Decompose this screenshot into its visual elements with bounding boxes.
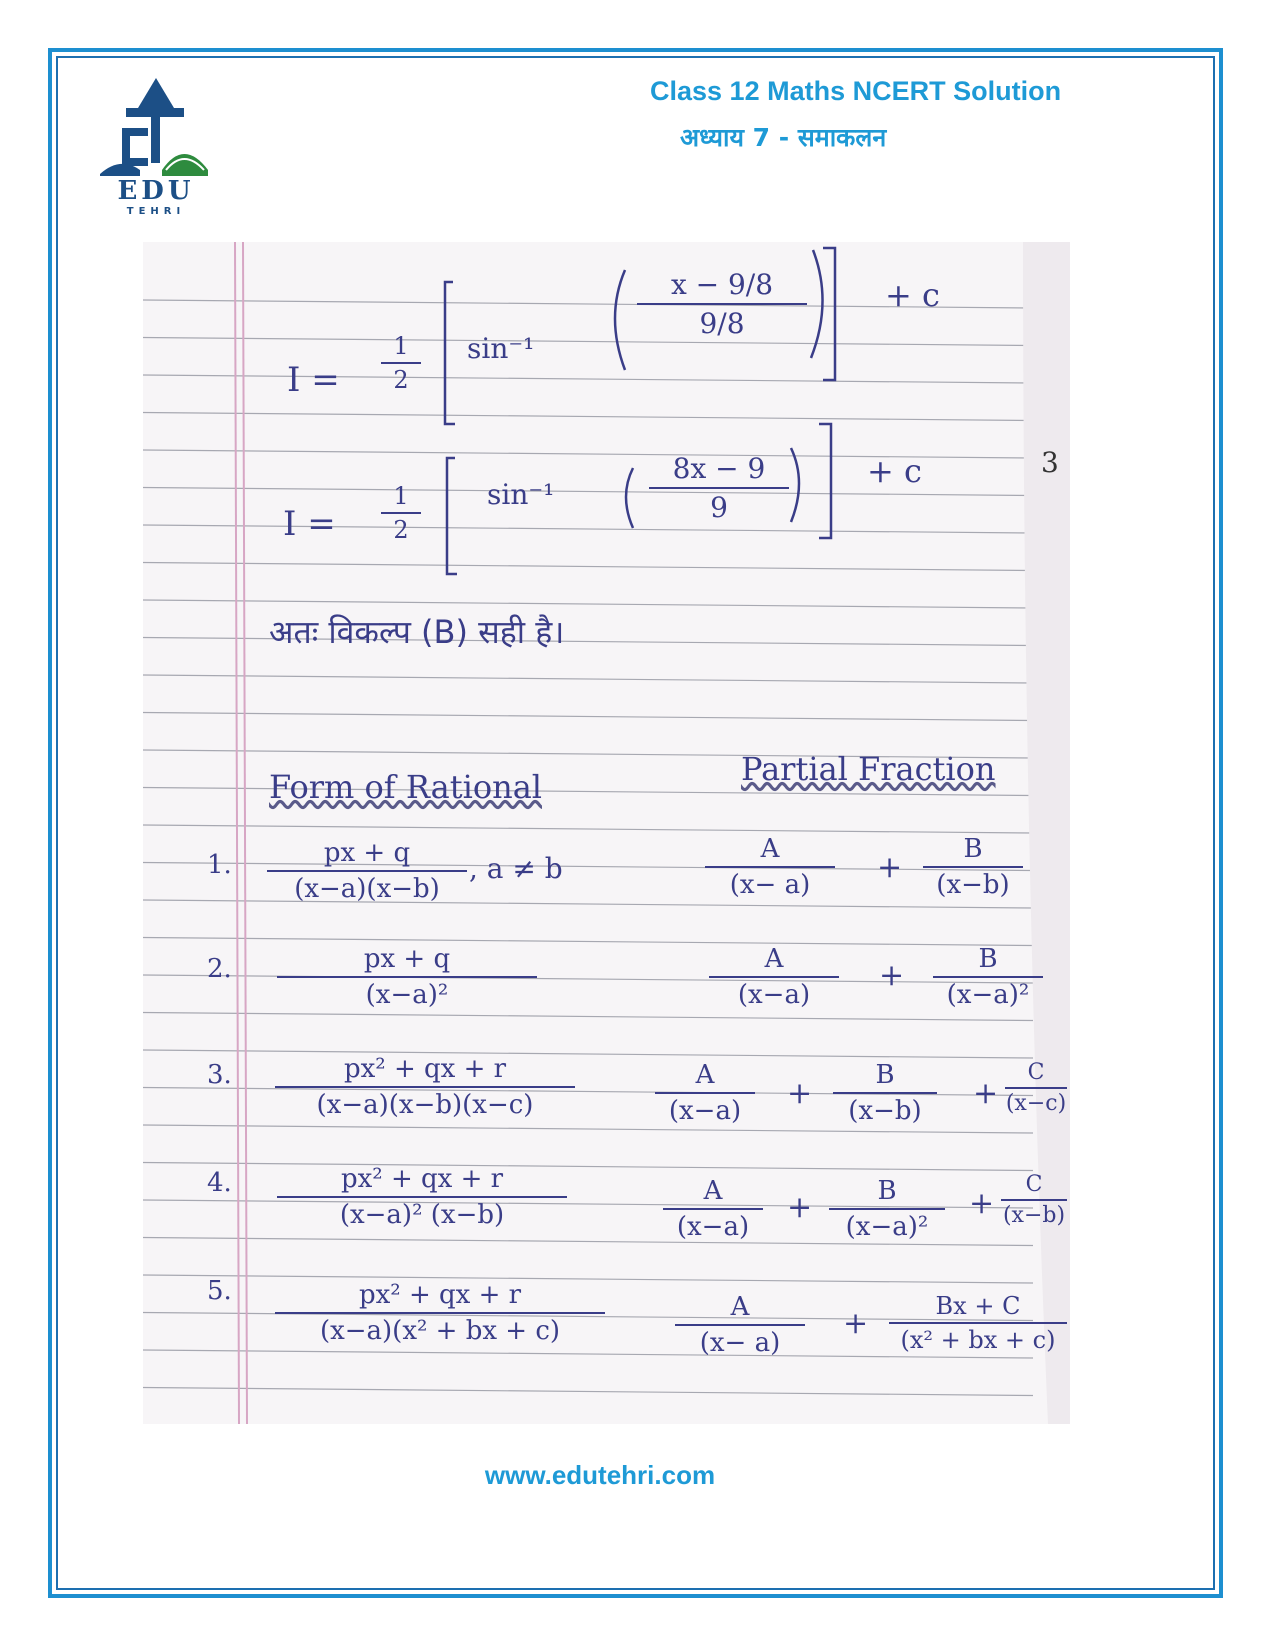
row-number: 5. xyxy=(207,1276,232,1306)
term-den: (x− a) xyxy=(699,1328,781,1358)
row-term-fraction xyxy=(933,944,1043,1010)
term-bar xyxy=(829,1208,945,1210)
row-number: 2. xyxy=(207,954,232,984)
eq2-half-bar xyxy=(381,512,421,514)
eq1-half-bar xyxy=(381,362,421,364)
term-bar xyxy=(933,976,1043,978)
eq1-half-den: 2 xyxy=(393,366,409,394)
page-title: Class 12 Maths NCERT Solution xyxy=(650,76,1062,106)
row-form-bar xyxy=(277,976,537,978)
term-den: (x−a) xyxy=(676,1212,750,1242)
logo-subtext: TEHRI xyxy=(126,206,186,217)
plus-sign: + xyxy=(879,958,905,993)
term-bar xyxy=(655,1092,755,1094)
row-term-fraction xyxy=(663,1176,763,1242)
term-num: A xyxy=(703,1176,723,1206)
ruled-line xyxy=(143,338,1033,346)
term-num: A xyxy=(760,834,780,864)
eq2-inner-den: 9 xyxy=(710,491,728,524)
row-form-den: (x−a)(x−b) xyxy=(294,874,440,904)
row-number: 3. xyxy=(207,1060,232,1090)
row-form-num: px + q xyxy=(323,838,411,868)
term-num: C xyxy=(1027,1060,1045,1085)
plus-sign: + xyxy=(787,1076,813,1111)
term-den: (x−b) xyxy=(848,1096,922,1126)
eq2-inner-num: 8x − 9 xyxy=(672,452,766,485)
row-form-num: px² + qx + r xyxy=(358,1280,522,1310)
eq1-func: sin⁻¹ xyxy=(467,332,535,365)
eq2-half-den: 2 xyxy=(393,516,409,544)
ruled-line xyxy=(143,713,1033,721)
row-term-fraction xyxy=(675,1292,805,1358)
row-term-fraction xyxy=(1005,1060,1067,1116)
term-bar xyxy=(705,866,835,868)
term-bar xyxy=(833,1092,937,1094)
term-num: A xyxy=(764,944,784,974)
eq1-half-num: 1 xyxy=(393,332,409,360)
eq2-inner-fraction xyxy=(649,452,789,524)
row-condition: , a ≠ b xyxy=(469,852,563,885)
term-bar xyxy=(675,1324,805,1326)
ruled-line xyxy=(143,1388,1033,1396)
eq2-half-num: 1 xyxy=(393,482,409,510)
eq2-inner-bar xyxy=(649,487,789,489)
row-form-fraction xyxy=(275,1054,575,1120)
term-num: Bx + C xyxy=(935,1292,1021,1320)
eq1-constant: + c xyxy=(885,276,940,314)
eq1-inner-bar xyxy=(637,303,807,305)
row-term-fraction xyxy=(923,834,1023,900)
row-form-bar xyxy=(275,1312,605,1314)
term-num: B xyxy=(963,834,983,864)
plus-sign: + xyxy=(973,1076,999,1111)
plus-sign: + xyxy=(969,1186,995,1221)
logo-wordmark: EDU xyxy=(117,176,195,206)
term-bar xyxy=(1001,1199,1067,1201)
ruled-line xyxy=(143,600,1033,608)
term-den: (x−a) xyxy=(737,980,811,1010)
row-form-fraction xyxy=(275,1280,605,1346)
ruled-line xyxy=(143,375,1033,383)
term-den: (x− a) xyxy=(729,870,811,900)
row-form-den: (x−a)(x−b)(x−c) xyxy=(316,1090,534,1120)
term-bar xyxy=(709,976,839,978)
row-form-den: (x−a)² (x−b) xyxy=(339,1200,505,1230)
eq2-constant: + c xyxy=(867,452,922,490)
ruled-line xyxy=(143,413,1033,421)
row-term-fraction xyxy=(833,1060,937,1126)
ruled-line xyxy=(143,1125,1033,1133)
term-num: B xyxy=(978,944,998,974)
row-term-fraction xyxy=(889,1292,1067,1354)
term-den: (x−a) xyxy=(668,1096,742,1126)
row-form-num: px + q xyxy=(363,944,451,974)
ruled-line xyxy=(143,563,1033,571)
ruled-line xyxy=(143,1013,1033,1021)
term-bar xyxy=(923,866,1023,868)
term-den: (x−c) xyxy=(1005,1091,1067,1116)
eq1-inner-den: 9/8 xyxy=(699,307,745,340)
plus-sign: + xyxy=(843,1306,869,1341)
term-den: (x² + bx + c) xyxy=(900,1326,1056,1354)
eq1-lhs: I = xyxy=(287,360,340,400)
term-bar xyxy=(1005,1087,1067,1089)
row-term-fraction xyxy=(705,834,835,900)
margin-digit: 3 xyxy=(1041,446,1059,479)
row-form-fraction xyxy=(267,838,467,904)
row-term-fraction xyxy=(655,1060,755,1126)
plus-sign: + xyxy=(877,850,903,885)
row-form-den: (x−a)² xyxy=(365,980,449,1010)
row-form-bar xyxy=(267,870,467,872)
row-number: 4. xyxy=(207,1168,232,1198)
eq2-half-fraction xyxy=(381,482,421,544)
eq1-inner-num: x − 9/8 xyxy=(670,268,774,301)
term-num: B xyxy=(875,1060,895,1090)
term-den: (x−a)² xyxy=(946,980,1030,1010)
plus-sign: + xyxy=(787,1190,813,1225)
row-form-fraction xyxy=(277,1164,567,1230)
notebook-ruling xyxy=(143,242,1070,1424)
row-form-bar xyxy=(275,1086,575,1088)
eq1-inner-fraction xyxy=(637,268,807,340)
eq2-func: sin⁻¹ xyxy=(487,478,555,511)
eq2-lhs: I = xyxy=(283,504,336,544)
notebook-photo xyxy=(143,242,1070,1424)
row-form-num: px² + qx + r xyxy=(343,1054,507,1084)
term-num: A xyxy=(730,1292,750,1322)
row-term-fraction xyxy=(709,944,839,1010)
row-number: 1. xyxy=(207,850,232,880)
term-den: (x−a)² xyxy=(845,1212,929,1242)
col-heading-form: Form of Rational xyxy=(269,768,542,806)
ruled-line xyxy=(143,675,1033,683)
term-bar xyxy=(663,1208,763,1210)
term-den: (x−b) xyxy=(1002,1203,1066,1228)
row-form-fraction xyxy=(277,944,537,1010)
row-term-fraction xyxy=(1001,1172,1067,1228)
term-num: C xyxy=(1025,1172,1043,1197)
row-form-bar xyxy=(277,1196,567,1198)
term-num: A xyxy=(695,1060,715,1090)
term-den: (x−b) xyxy=(936,870,1010,900)
chapter-title: अध्याय 7 - समाकलन xyxy=(680,123,887,152)
ruled-line xyxy=(143,525,1033,533)
term-bar xyxy=(889,1322,1067,1324)
eq1-half-fraction xyxy=(381,332,421,394)
row-term-fraction xyxy=(829,1176,945,1242)
conclusion-text: अतः विकल्प (B) सही है। xyxy=(269,613,565,651)
ruled-line xyxy=(143,825,1033,833)
row-form-den: (x−a)(x² + bx + c) xyxy=(319,1316,561,1346)
footer-website-url[interactable]: www.edutehri.com xyxy=(484,1460,716,1490)
row-form-num: px² + qx + r xyxy=(340,1164,504,1194)
term-num: B xyxy=(877,1176,897,1206)
col-heading-partial: Partial Fraction xyxy=(741,750,996,788)
